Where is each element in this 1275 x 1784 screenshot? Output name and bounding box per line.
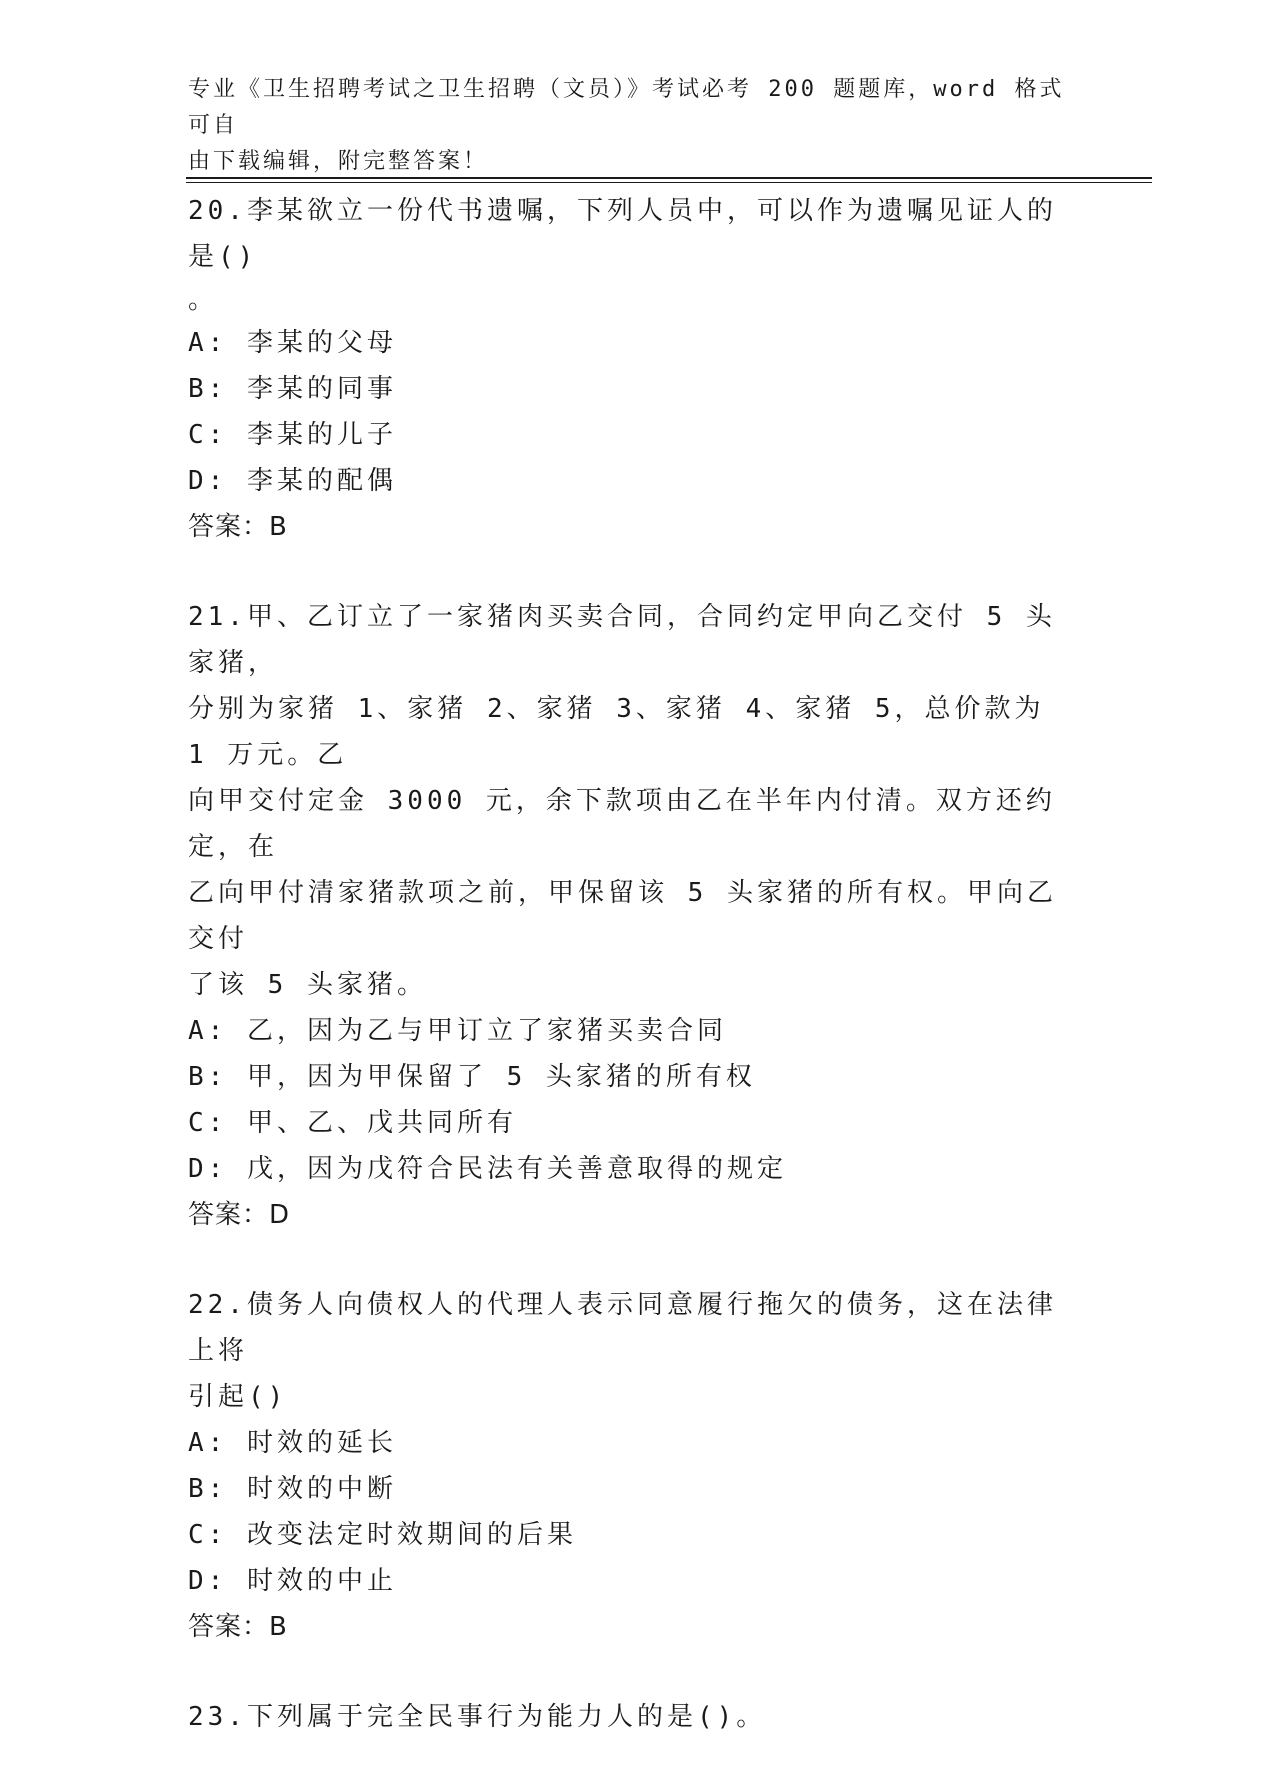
answer-line: 答案：B (188, 512, 288, 542)
question-20 (188, 188, 1078, 550)
option-b: B: 时效的中断 (188, 1474, 397, 1504)
question-22 (188, 1282, 1078, 1650)
question-stem-line: 引起() (188, 1382, 288, 1412)
header-divider-thin (186, 182, 1152, 183)
answer-line: 答案：D (188, 1200, 291, 1230)
header-intro-line-1: 专业《卫生招聘考试之卫生招聘（文员）》考试必考 200 题题库，word 格式可自 (188, 77, 1065, 138)
option-b: B: 李某的同事 (188, 374, 397, 404)
question-stem-line: 分别为家猪 1、家猪 2、家猪 3、家猪 4、家猪 5，总价款为 1 万元。乙 (188, 694, 1045, 770)
question-stem-line: 向甲交付定金 3000 元，余下款项由乙在半年内付清。双方还约定，在 (188, 786, 1056, 862)
question-stem-line: 21.甲、乙订立了一家猪肉买卖合同，合同约定甲向乙交付 5 头家猪， (188, 602, 1056, 678)
option-d: D: 李某的配偶 (188, 466, 397, 496)
question-stem-line: 23.下列属于完全民事行为能力人的是()。 (188, 1702, 767, 1732)
question-stem-line: 。 (188, 285, 219, 315)
question-stem-line: 了该 5 头家猪。 (188, 970, 427, 1000)
document-header (188, 72, 1068, 180)
option-c: C: 甲、乙、戊共同所有 (188, 1108, 517, 1138)
question-21 (188, 594, 1078, 1238)
question-stem-line: 乙向甲付清家猪款项之前，甲保留该 5 头家猪的所有权。甲向乙交付 (188, 878, 1057, 954)
option-d: D: 戊，因为戊符合民法有关善意取得的规定 (188, 1154, 787, 1184)
question-23 (188, 1694, 1078, 1740)
header-intro-line-2: 由下载编辑，附完整答案！ (188, 149, 489, 174)
option-a: A: 时效的延长 (188, 1428, 397, 1458)
question-stem-line: 20.李某欲立一份代书遗嘱，下列人员中，可以作为遗嘱见证人的是() (188, 196, 1057, 272)
question-stem-line: 22.债务人向债权人的代理人表示同意履行拖欠的债务，这在法律上将 (188, 1290, 1057, 1366)
option-c: C: 李某的儿子 (188, 420, 397, 450)
option-d: D: 时效的中止 (188, 1566, 397, 1596)
option-b: B: 甲，因为甲保留了 5 头家猪的所有权 (188, 1062, 756, 1092)
answer-line: 答案：B (188, 1612, 288, 1642)
option-a: A: 李某的父母 (188, 328, 397, 358)
header-divider-thick (186, 177, 1152, 179)
option-a: A: 乙，因为乙与甲订立了家猪买卖合同 (188, 1016, 727, 1046)
option-c: C: 改变法定时效期间的后果 (188, 1520, 577, 1550)
question-list (188, 188, 1078, 1784)
